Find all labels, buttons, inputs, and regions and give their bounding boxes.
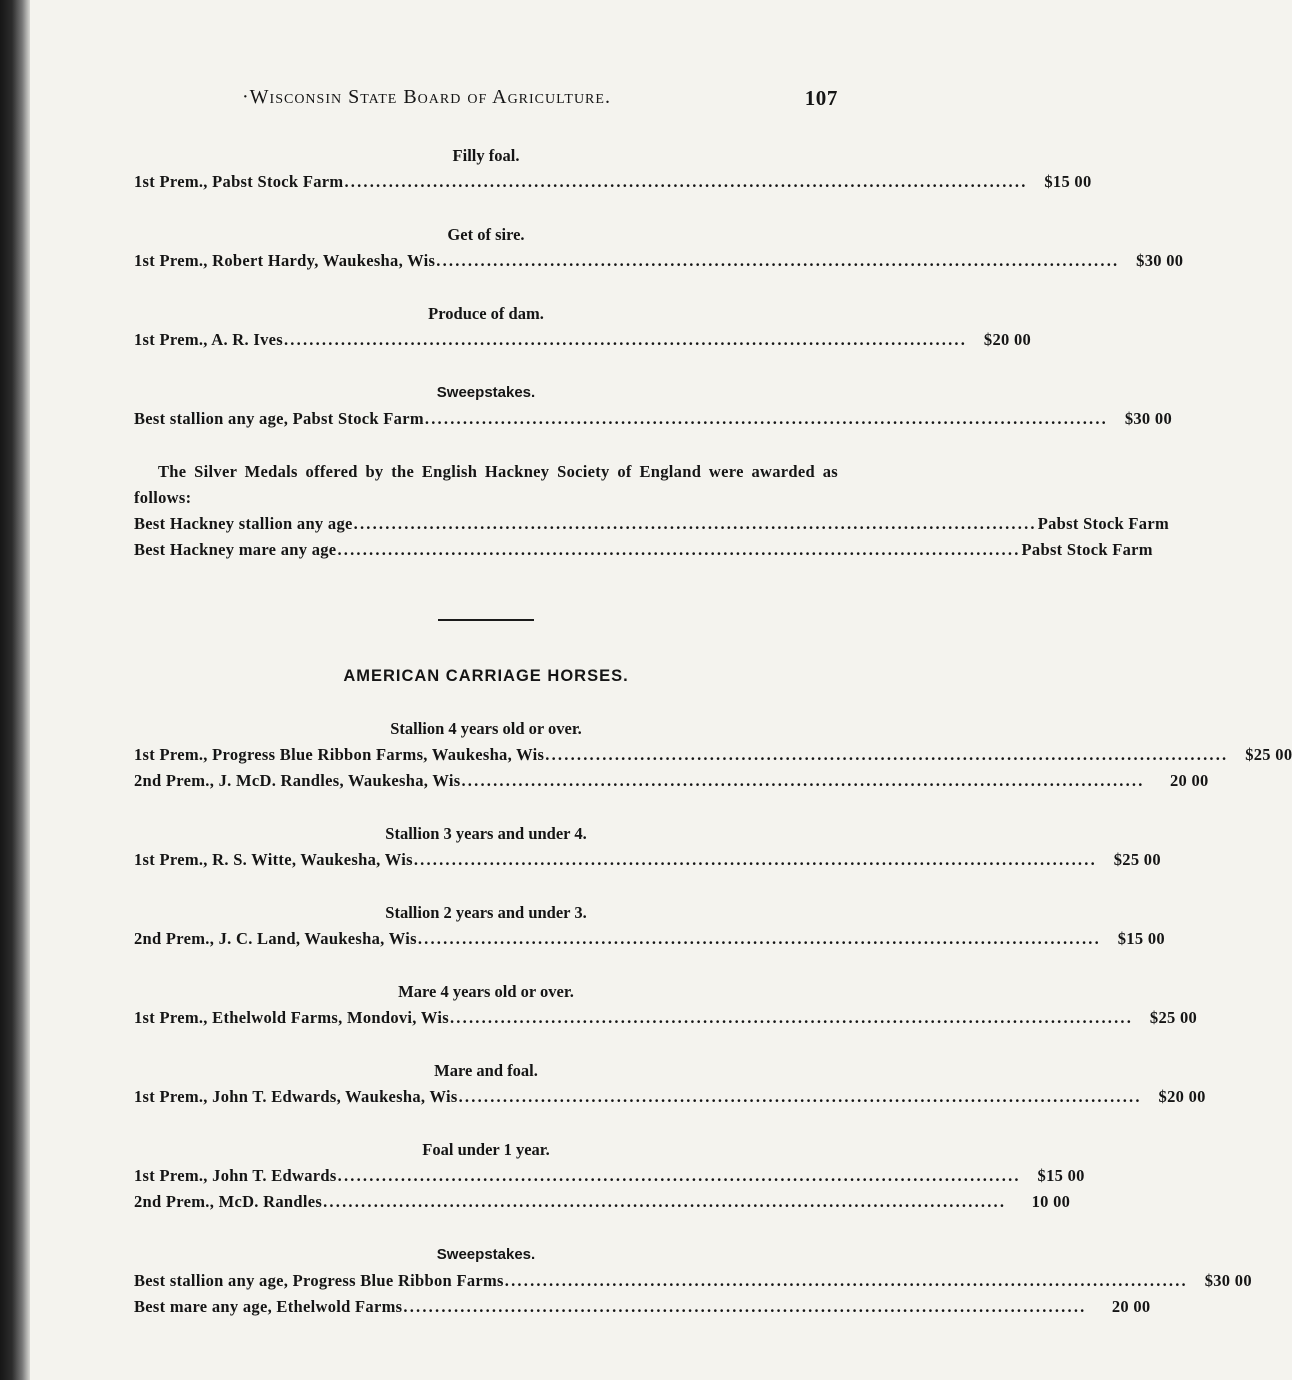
prize-row bbox=[134, 1084, 1206, 1110]
prize-amount: $25 00 bbox=[1113, 850, 1161, 869]
prize-amount: $25 00 bbox=[1149, 1008, 1198, 1027]
heading-stallion-2: Stallion 2 years and under 3. bbox=[385, 903, 587, 922]
prize-row bbox=[134, 847, 1161, 873]
prize-label: 1st Prem., Ethelwold Farms, Mondovi, Wis bbox=[134, 1008, 449, 1027]
prize-row bbox=[134, 248, 1184, 274]
dot-leader: ............................................................................................................ bbox=[449, 1008, 1134, 1027]
heading-produce-of-dam: Produce of dam. bbox=[428, 304, 544, 323]
award-row: Best Hackney stallion any age ............................................................................................................ Pabst Stock Farm bbox=[134, 511, 838, 537]
prize-row bbox=[134, 1294, 1151, 1320]
prize-label: 2nd Prem., J. McD. Randles, Waukesha, Wis bbox=[134, 771, 461, 790]
prize-amount: $30 00 bbox=[1124, 409, 1173, 428]
dot-leader: ............................................................................................................ bbox=[353, 514, 1037, 533]
dot-leader: ............................................................................................................ bbox=[436, 251, 1120, 270]
dot-leader: ............................................................................................................ bbox=[337, 540, 1021, 559]
document-page bbox=[134, 86, 1292, 1320]
prize-amount: $15 00 bbox=[1117, 929, 1165, 948]
dot-leader: ............................................................................................................ bbox=[458, 1087, 1142, 1106]
dot-leader: ............................................................................................................ bbox=[545, 745, 1229, 764]
silver-medals-paragraph: The Silver Medals offered by the English Hackney Society of England were awarded as follows: bbox=[134, 462, 838, 507]
dot-leader: ............................................................................................................ bbox=[337, 1166, 1021, 1185]
prize-label: 1st Prem., Pabst Stock Farm bbox=[134, 172, 344, 191]
dot-leader: ............................................................................................................ bbox=[461, 771, 1145, 790]
heading-stallion-3: Stallion 3 years and under 4. bbox=[385, 824, 587, 843]
prize-amount: 20 00 bbox=[1169, 771, 1209, 790]
prize-amount: $30 00 bbox=[1136, 251, 1184, 270]
prize-amount: $25 00 bbox=[1245, 745, 1292, 764]
heading-foal-under-1: Foal under 1 year. bbox=[422, 1140, 550, 1159]
section-title: AMERICAN CARRIAGE HORSES. bbox=[343, 667, 629, 685]
prize-row bbox=[134, 1005, 1198, 1031]
dot-leader: ............................................................................................................ bbox=[323, 1192, 1007, 1211]
heading-get-of-sire: Get of sire. bbox=[447, 225, 525, 244]
heading-mare-4: Mare 4 years old or over. bbox=[398, 982, 574, 1001]
dot-leader: ............................................................................................................ bbox=[417, 929, 1101, 948]
prize-row bbox=[134, 742, 1292, 768]
prize-amount: 20 00 bbox=[1111, 1297, 1151, 1316]
dot-leader: ............................................................................................................ bbox=[283, 330, 968, 349]
dot-leader: ............................................................................................................ bbox=[424, 409, 1109, 428]
prize-label: 1st Prem., John T. Edwards bbox=[134, 1166, 337, 1185]
prize-label: Best mare any age, Ethelwold Farms bbox=[134, 1297, 403, 1316]
prize-row bbox=[134, 406, 1173, 432]
prize-label: Best stallion any age, Progress Blue Ribbon Farms bbox=[134, 1271, 504, 1290]
prize-label: 1st Prem., R. S. Witte, Waukesha, Wis bbox=[134, 850, 413, 869]
prize-label: 1st Prem., Progress Blue Ribbon Farms, Waukesha, Wis bbox=[134, 745, 545, 764]
prize-row bbox=[134, 1163, 1085, 1189]
prize-amount: 10 00 bbox=[1031, 1192, 1071, 1211]
running-header-title: ·Wisconsin State Board of Agriculture. bbox=[242, 86, 611, 108]
prize-amount: $20 00 bbox=[1158, 1087, 1206, 1106]
prize-amount: $30 00 bbox=[1204, 1271, 1252, 1290]
award-label: Best Hackney stallion any age bbox=[134, 514, 353, 533]
award-label: Best Hackney mare any age bbox=[134, 540, 337, 559]
prize-label: 1st Prem., John T. Edwards, Waukesha, Wis bbox=[134, 1087, 458, 1106]
prize-amount: $15 00 bbox=[1037, 1166, 1085, 1185]
prize-row bbox=[134, 926, 1165, 952]
dot-leader: ............................................................................................................ bbox=[403, 1297, 1087, 1316]
prize-label: 2nd Prem., J. C. Land, Waukesha, Wis bbox=[134, 929, 417, 948]
prize-row bbox=[134, 1268, 1252, 1294]
heading-mare-and-foal: Mare and foal. bbox=[434, 1061, 538, 1080]
page-number: 107 bbox=[804, 86, 838, 110]
award-row: Best Hackney mare any age ............................................................................................................ Pabst Stock Farm bbox=[134, 537, 838, 563]
prize-row bbox=[134, 169, 1092, 195]
prize-amount: $20 00 bbox=[983, 330, 1032, 349]
prize-row bbox=[134, 1189, 1071, 1215]
running-header bbox=[134, 86, 838, 116]
prize-label: 1st Prem., A. R. Ives bbox=[134, 330, 283, 349]
prize-label: 1st Prem., Robert Hardy, Waukesha, Wis bbox=[134, 251, 436, 270]
heading-stallion-4: Stallion 4 years old or over. bbox=[390, 719, 582, 738]
heading-sweepstakes: Sweepstakes. bbox=[436, 384, 536, 401]
dot-leader: ............................................................................................................ bbox=[413, 850, 1097, 869]
dot-leader: ............................................................................................................ bbox=[504, 1271, 1188, 1290]
prize-amount: $15 00 bbox=[1044, 172, 1092, 191]
heading-filly-foal: Filly foal. bbox=[452, 146, 520, 165]
prize-label: 2nd Prem., McD. Randles bbox=[134, 1192, 323, 1211]
dot-leader: ............................................................................................................ bbox=[344, 172, 1028, 191]
prize-row bbox=[134, 768, 1209, 794]
heading-sweepstakes: Sweepstakes. bbox=[436, 1246, 536, 1263]
prize-label: Best stallion any age, Pabst Stock Farm bbox=[134, 409, 424, 428]
book-binding-edge bbox=[0, 0, 30, 1380]
prize-row bbox=[134, 327, 1032, 353]
